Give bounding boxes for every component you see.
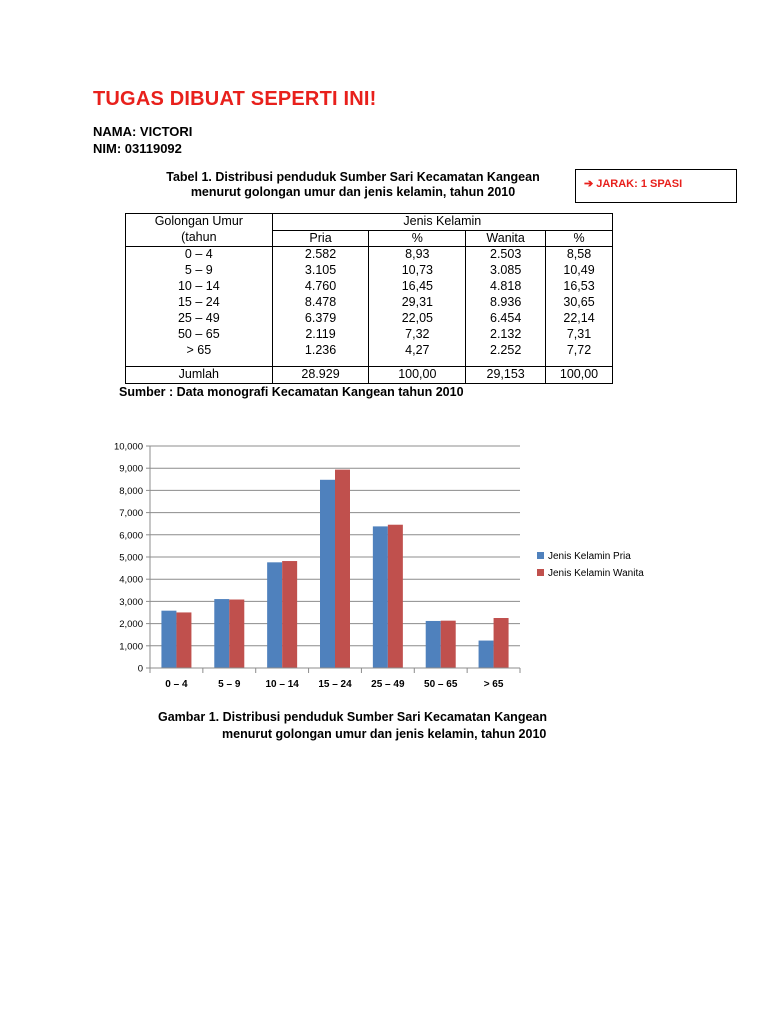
cell-pria-percent: 7,32 <box>369 327 466 343</box>
cell-pria: 2.582 <box>272 247 369 263</box>
cell-age: 0 – 4 <box>126 247 273 263</box>
header-pria: Pria <box>272 230 369 247</box>
bar-pria <box>161 611 176 668</box>
bar-pria <box>267 562 282 668</box>
legend-label: Jenis Kelamin Pria <box>548 551 631 562</box>
bar-wanita <box>282 561 297 668</box>
y-tick-label: 7,000 <box>119 508 143 520</box>
cell-total-label: Jumlah <box>126 367 273 384</box>
cell-wanita: 2.252 <box>466 343 546 367</box>
legend-label: Jenis Kelamin Wanita <box>548 568 644 579</box>
population-bar-chart <box>95 435 685 700</box>
y-tick-label: 1,000 <box>119 641 143 653</box>
y-tick-label: 2,000 <box>119 619 143 631</box>
bar-pria <box>373 526 388 668</box>
cell-wanita-percent: 7,72 <box>546 343 613 367</box>
header-wanita: Wanita <box>466 230 546 247</box>
cell-age: 10 – 14 <box>126 279 273 295</box>
cell-pria-percent: 8,93 <box>369 247 466 263</box>
figure-caption <box>158 709 547 743</box>
cell-pria: 6.379 <box>272 311 369 327</box>
cell-pria-percent: 4,27 <box>369 343 466 367</box>
y-tick-label: 4,000 <box>119 574 143 586</box>
spacing-note-box <box>575 169 737 203</box>
population-table <box>125 213 613 384</box>
table-row <box>126 311 613 327</box>
cell-wanita-percent: 16,53 <box>546 279 613 295</box>
header-age-group-line-2: (tahun <box>181 229 217 244</box>
cell-pria-percent: 22,05 <box>369 311 466 327</box>
chart-legend <box>537 551 644 579</box>
header-age-group-line-1: Golongan Umur <box>154 214 243 228</box>
table-row <box>126 263 613 279</box>
cell-pria: 3.105 <box>272 263 369 279</box>
cell-wanita-percent: 30,65 <box>546 295 613 311</box>
header-pria-percent: % <box>369 230 466 247</box>
y-tick-label: 9,000 <box>119 463 143 475</box>
x-tick-label: 0 – 4 <box>165 679 188 690</box>
y-tick-label: 5,000 <box>119 552 143 564</box>
bar-wanita <box>176 612 191 668</box>
cell-total-pria-percent: 100,00 <box>369 367 466 384</box>
bar-wanita <box>335 470 350 668</box>
figure-caption-line-2: menurut golongan umur dan jenis kelamin, tahun 2010 <box>222 727 547 741</box>
bar-pria <box>426 621 441 668</box>
y-tick-label: 0 <box>137 663 143 675</box>
cell-total-wanita-percent: 100,00 <box>546 367 613 384</box>
table-row <box>126 279 613 295</box>
student-nim: NIM: 03119092 <box>93 141 182 156</box>
x-tick-label: 10 – 14 <box>265 679 299 690</box>
x-tick-label: 15 – 24 <box>318 679 352 690</box>
x-tick-label: 50 – 65 <box>424 679 458 690</box>
cell-pria-percent: 29,31 <box>369 295 466 311</box>
cell-wanita-percent: 7,31 <box>546 327 613 343</box>
figure-caption-line-1: Gambar 1. Distribusi penduduk Sumber Sari Kecamatan Kangean <box>158 710 547 724</box>
cell-pria-percent: 10,73 <box>369 263 466 279</box>
cell-total-wanita: 29,153 <box>466 367 546 384</box>
cell-pria: 1.236 <box>272 343 369 367</box>
cell-wanita: 6.454 <box>466 311 546 327</box>
x-tick-label: 25 – 49 <box>371 679 405 690</box>
table-row <box>126 343 613 367</box>
header-wanita-percent: % <box>546 230 613 247</box>
bar-wanita <box>494 618 509 668</box>
x-tick-label: 5 – 9 <box>218 679 241 690</box>
chart-x-axis-labels <box>165 679 504 690</box>
x-tick-label: > 65 <box>483 679 504 690</box>
header-gender: Jenis Kelamin <box>272 214 612 231</box>
y-tick-label: 8,000 <box>119 485 143 497</box>
cell-age: 50 – 65 <box>126 327 273 343</box>
cell-pria-percent: 16,45 <box>369 279 466 295</box>
total-row <box>126 367 613 384</box>
bar-pria <box>320 480 335 668</box>
y-tick-label: 10,000 <box>113 441 143 453</box>
cell-wanita-percent: 10,49 <box>546 263 613 279</box>
cell-wanita: 4.818 <box>466 279 546 295</box>
bar-pria <box>479 641 494 668</box>
cell-wanita: 2.503 <box>466 247 546 263</box>
bar-wanita <box>441 621 456 668</box>
bar-wanita <box>229 600 244 668</box>
bar-pria <box>214 599 229 668</box>
y-tick-label: 3,000 <box>119 596 143 608</box>
table-caption-line-2: menurut golongan umur dan jenis kelamin, tahun 2010 <box>190 185 516 199</box>
cell-age: 5 – 9 <box>126 263 273 279</box>
cell-age: 15 – 24 <box>126 295 273 311</box>
table-row <box>126 295 613 311</box>
table-row <box>126 327 613 343</box>
y-tick-label: 6,000 <box>119 530 143 542</box>
header-age-group <box>126 214 273 247</box>
cell-wanita: 2.132 <box>466 327 546 343</box>
page-title: TUGAS DIBUAT SEPERTI INI! <box>93 88 377 110</box>
bar-wanita <box>388 525 403 668</box>
spacing-note-text: JARAK: 1 SPASI <box>596 178 683 190</box>
cell-pria: 4.760 <box>272 279 369 295</box>
cell-wanita: 8.936 <box>466 295 546 311</box>
cell-wanita-percent: 22,14 <box>546 311 613 327</box>
cell-age: 25 – 49 <box>126 311 273 327</box>
cell-wanita: 3.085 <box>466 263 546 279</box>
cell-total-pria: 28.929 <box>272 367 369 384</box>
table-caption-line-1: Tabel 1. Distribusi penduduk Sumber Sari Kecamatan Kangean <box>166 170 540 184</box>
legend-swatch <box>537 552 544 559</box>
cell-pria: 8.478 <box>272 295 369 311</box>
arrow-right-icon: ➔ <box>584 178 594 190</box>
chart-bars <box>161 470 508 668</box>
cell-pria: 2.119 <box>272 327 369 343</box>
legend-swatch <box>537 569 544 576</box>
table-source: Sumber : Data monografi Kecamatan Kangean tahun 2010 <box>119 385 464 399</box>
cell-wanita-percent: 8,58 <box>546 247 613 263</box>
cell-age: > 65 <box>126 343 273 367</box>
student-name: NAMA: VICTORI <box>93 124 193 139</box>
chart-y-axis-labels <box>114 442 143 675</box>
table-row <box>126 247 613 263</box>
